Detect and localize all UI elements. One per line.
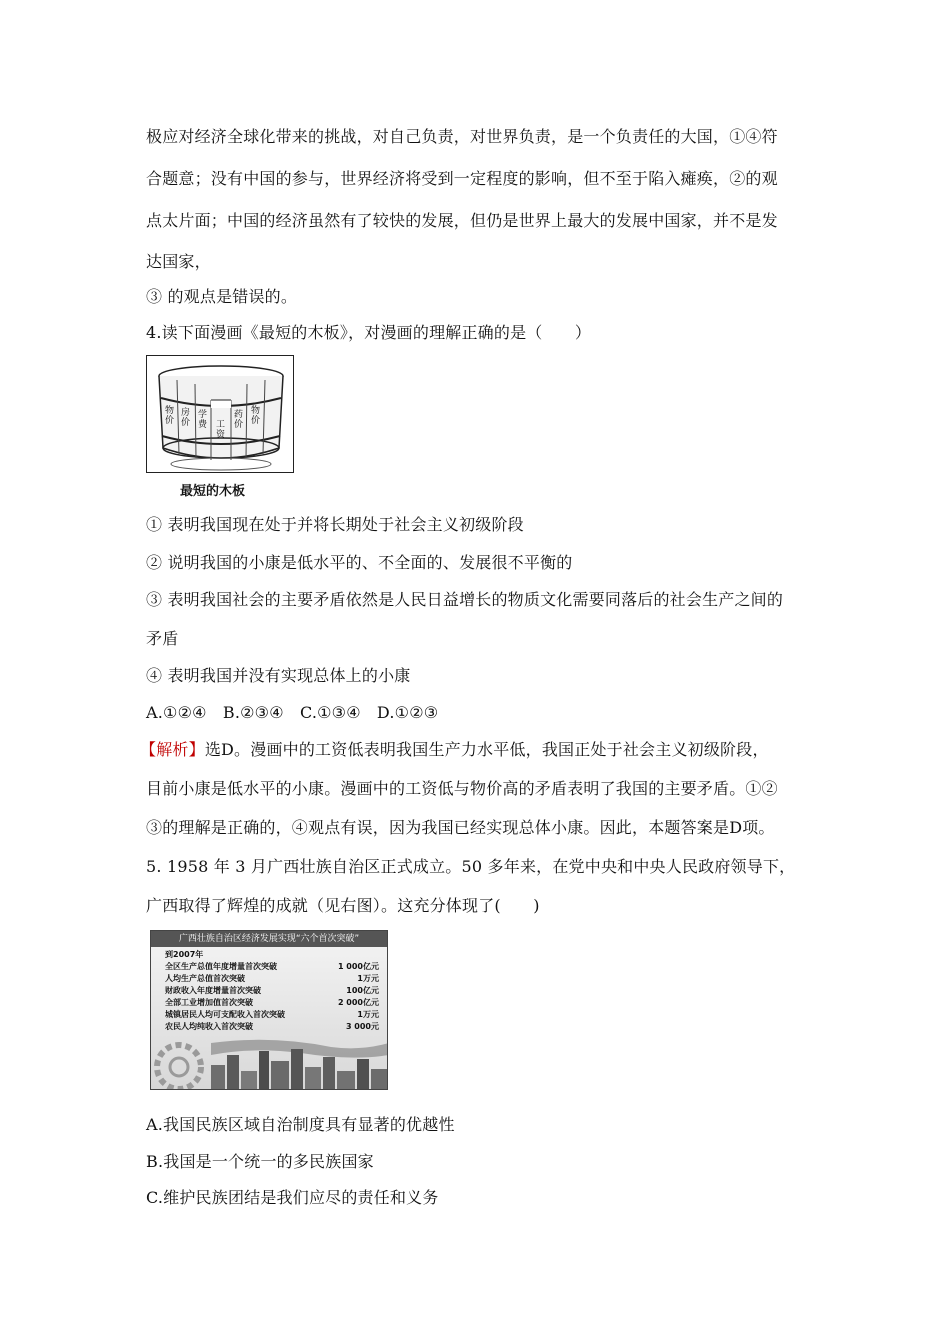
analysis-text: 选D。漫画中的工资低表明我国生产力水平低，我国正处于社会主义初级阶段， [204,740,769,759]
barrel-cartoon-figure [146,355,294,473]
board-row-value: 100亿元 [346,986,379,995]
board-row-label: 城镇居民人均可支配收入首次突破 [165,1010,285,1019]
analysis-line [140,739,769,761]
option-line: ③ 表明我国社会的主要矛盾依然是人民日益增长的物质文化需要同落后的社会生产之间的 [146,590,784,609]
option-line: ① 表明我国现在处于并将长期处于社会主义初级阶段 [146,515,524,534]
board-row-label: 农民人均纯收入首次突破 [165,1022,253,1031]
barrel-label: 物价 [165,406,175,426]
analysis-line: ③的理解是正确的，④观点有误，因为我国已经实现总体小康。因此，本题答案是D项。 [146,818,775,837]
board-row-value: 1万元 [357,974,379,983]
option-line: C.维护民族团结是我们应尽的责任和义务 [146,1188,439,1207]
barrel-label: 物价 [251,406,261,426]
question-4-stem: 4.读下面漫画《最短的木板》，对漫画的理解正确的是（ ） [146,323,592,342]
barrel-label: 工资 [216,420,226,440]
achievement-board-figure [150,930,388,1090]
board-row-label: 财政收入年度增量首次突破 [165,986,261,995]
board-subtitle: 到2007年 [165,950,204,959]
text-line: 点太片面；中国的经济虽然有了较快的发展，但仍是世界上最大的发展中国家，并不是发 [146,211,778,230]
barrel-label: 药价 [234,410,244,430]
option-line: ④ 表明我国并没有实现总体上的小康 [146,666,411,685]
barrel-label: 房价 [181,408,191,428]
board-row-value: 3 000元 [345,1022,379,1031]
option-line: 矛盾 [146,629,179,648]
question-5-stem: 广西取得了辉煌的成就（见右图）。这充分体现了( ) [146,896,540,915]
analysis-tag: 【解析】 [140,740,205,759]
board-row-value: 2 000亿元 [337,998,379,1007]
text-line: 极应对经济全球化带来的挑战，对自己负责，对世界负责，是一个负责任的大国，①④符 [146,127,778,146]
city-skyline-illustration [151,931,388,1090]
barrel-label: 学费 [198,410,208,430]
figure-caption: 最短的木板 [180,484,246,499]
option-line: A.我国民族区域自治制度具有显著的优越性 [146,1115,455,1134]
board-row-value: 1 000亿元 [337,962,379,971]
board-row-value: 1万元 [357,1010,379,1019]
answer-choices: A.①②④ B.②③④ C.①③④ D.①②③ [146,703,439,722]
option-line: B.我国是一个统一的多民族国家 [146,1152,374,1171]
text-line: 达国家， [146,252,211,271]
board-row-label: 全部工业增加值首次突破 [165,998,253,1007]
question-5-stem: 5. 1958 年 3 月广西壮族自治区正式成立。50 多年来，在党中央和中央人民政府领导下， [146,857,796,876]
text-line: ③ 的观点是错误的。 [146,287,298,306]
board-row-label: 人均生产总值首次突破 [165,974,245,983]
board-row-label: 全区生产总值年度增量首次突破 [165,962,277,971]
board-title: 广西壮族自治区经济发展实现“六个首次突破” [151,931,387,947]
text-line: 合题意；没有中国的参与，世界经济将受到一定程度的影响，但不至于陷入瘫痪，②的观 [146,169,778,188]
analysis-line: 目前小康是低水平的小康。漫画中的工资低与物价高的矛盾表明了我国的主要矛盾。①② [146,779,778,798]
option-line: ② 说明我国的小康是低水平的、不全面的、发展很不平衡的 [146,553,573,572]
